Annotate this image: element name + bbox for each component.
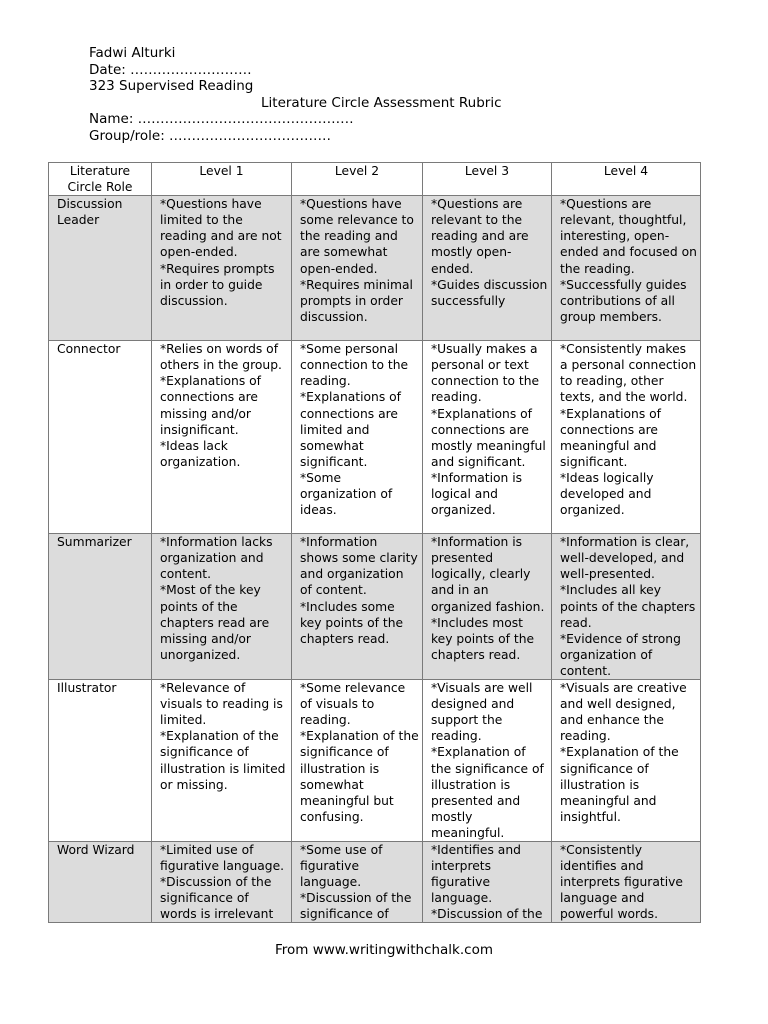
level-2-cell: *Information shows some clarity and organization of content. *Includes some key points of the chapters read. [292,534,423,680]
role-cell: Summarizer [49,534,152,680]
table-row [49,196,701,341]
level-2-cell: *Questions have some relevance to the reading and are somewhat open-ended. *Requires minimal prompts in order discussion. [292,196,423,341]
rubric-body [49,196,701,923]
header-level-3: Level 3 [423,163,552,196]
table-row [49,680,701,842]
header-level-1: Level 1 [152,163,292,196]
level-4-cell: *Questions are relevant, thoughtful, interesting, open-ended and focused on the reading. *Successfully guides contributions of all group members. [552,196,701,341]
table-row [49,841,701,922]
table-row [49,341,701,534]
rubric-title: Literature Circle Assessment Rubric [261,94,502,111]
level-1-cell: *Relies on words of others in the group. *Explanations of connections are missing and/or insignificant. *Ideas lack organization. [152,341,292,534]
level-4-cell: *Visuals are creative and well designed, and enhance the reading. *Explanation of the significance of illustration is meaningful and insightful. [552,680,701,842]
student-name-line: Name: ………………………………………… [89,111,354,128]
header-role: Literature Circle Role [49,163,152,196]
level-2-cell: *Some use of figurative language. *Discussion of the significance of [292,841,423,922]
level-3-cell: *Information is presented logically, clearly and in an organized fashion. *Includes most key points of the chapters read. [423,534,552,680]
author-name: Fadwi Alturki [89,45,176,61]
level-1-cell: *Limited use of figurative language. *Discussion of the significance of words is irrelevant [152,841,292,922]
level-4-cell: *Consistently identifies and interprets figurative language and powerful words. [552,841,701,922]
level-4-cell: *Consistently makes a personal connection to reading, other texts, and the world. *Explanations of connections are meaningful and significant. *Ideas logically developed and organized. [552,341,701,534]
table-row [49,534,701,680]
group-role-line: Group/role: ……………………………… [89,127,332,144]
assessment-rubric-table [48,162,701,923]
role-cell: Word Wizard [49,841,152,922]
level-2-cell: *Some relevance of visuals to reading. *Explanation of the significance of illustration is somewhat meaningful but confusing. [292,680,423,842]
course-line: 323 Supervised Reading [89,78,254,95]
table-header-row [49,163,701,196]
level-2-cell: *Some personal connection to the reading. *Explanations of connections are limited and somewhat significant. *Some organization of ideas. [292,341,423,534]
role-cell: Illustrator [49,680,152,842]
document-header [89,45,502,145]
level-3-cell: *Usually makes a personal or text connection to the reading. *Explanations of connections are mostly meaningful and significant. *Information is logical and organized. [423,341,552,534]
role-cell: Discussion Leader [49,196,152,341]
level-3-cell: *Questions are relevant to the reading and are mostly open-ended. *Guides discussion successfully [423,196,552,341]
level-3-cell: *Visuals are well designed and support the reading. *Explanation of the significance of illustration is presented and mostly meaningful. [423,680,552,842]
level-3-cell: *Identifies and interprets figurative language. *Discussion of the [423,841,552,922]
header-level-2: Level 2 [292,163,423,196]
level-1-cell: *Information lacks organization and content. *Most of the key points of the chapters read are missing and/or unorganized. [152,534,292,680]
date-line: Date: ……………………… [89,61,252,78]
role-cell: Connector [49,341,152,534]
source-footer: From www.writingwithchalk.com [274,942,493,958]
header-level-4: Level 4 [552,163,701,196]
level-1-cell: *Questions have limited to the reading and are not open-ended. *Requires prompts in order to guide discussion. [152,196,292,341]
level-1-cell: *Relevance of visuals to reading is limited. *Explanation of the significance of illustration is limited or missing. [152,680,292,842]
level-4-cell: *Information is clear, well-developed, and well-presented. *Includes all key points of the chapters read. *Evidence of strong organization of content. [552,534,701,680]
